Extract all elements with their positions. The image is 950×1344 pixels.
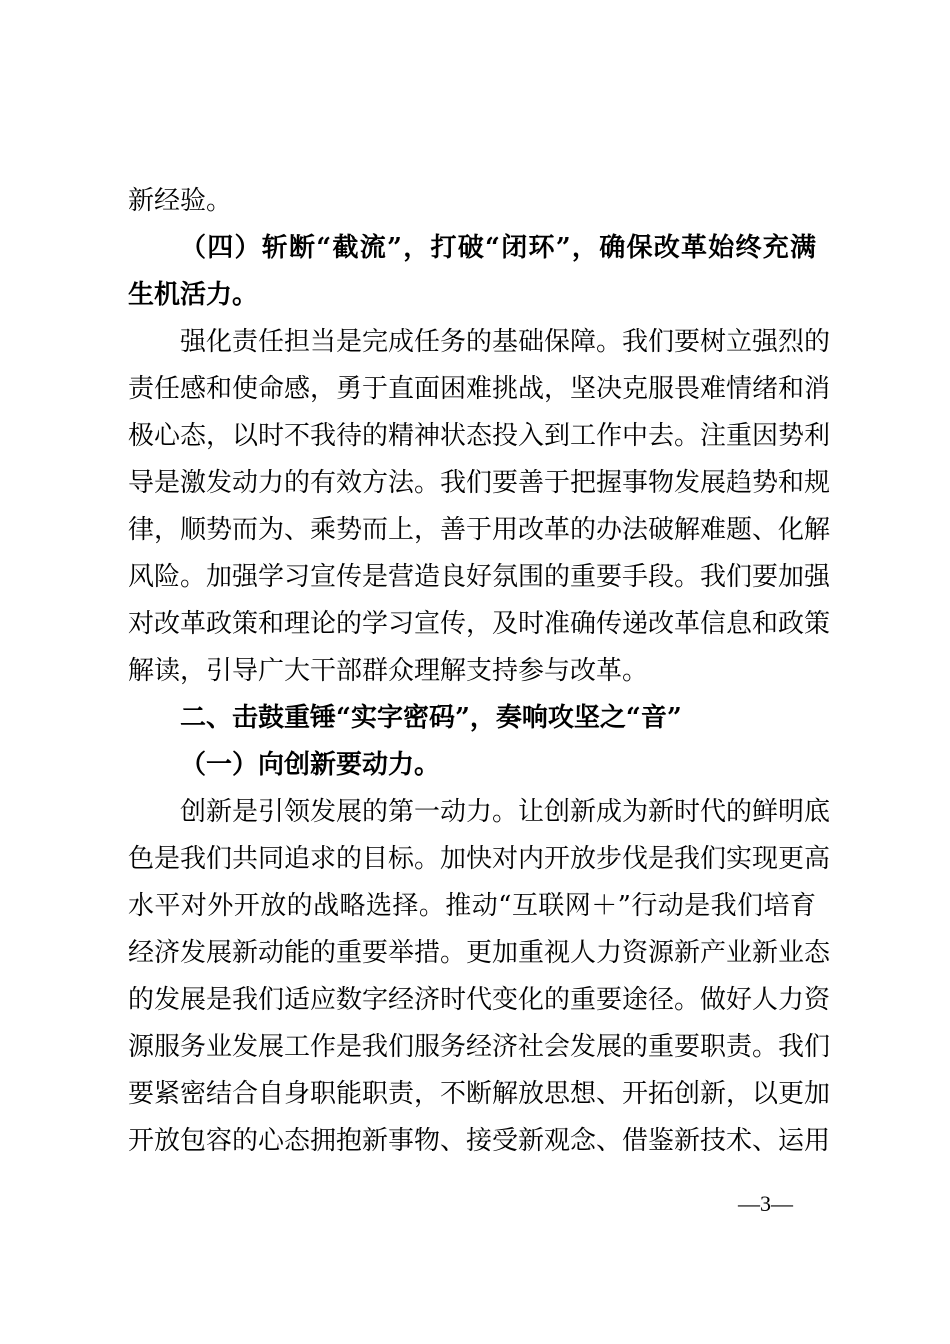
text-line: 经济发展新动能的重要举措。更加重视人力资源新产业新业态	[128, 938, 831, 968]
text-line: 导是激发动力的有效方法。我们要善于把握事物发展趋势和规	[128, 468, 831, 498]
text-line: 新经验。	[128, 186, 233, 216]
text-line: 解读，引导广大干部群众理解支持参与改革。	[128, 656, 649, 686]
text-line: 极心态，以时不我待的精神状态投入到工作中去。注重因势利	[128, 421, 831, 451]
subheading-line: 生机活力。	[128, 280, 259, 310]
text-line: 水平对外开放的战略选择。推动“互联网＋”行动是我们培育	[128, 891, 816, 921]
subheading-line: （四）斩断“截流”，打破“闭环”，确保改革始终充满	[180, 233, 816, 263]
page-number: —3—	[738, 1191, 793, 1216]
text-line: 色是我们共同追求的目标。加快对内开放步伐是我们实现更高	[128, 844, 831, 874]
text-line: 的发展是我们适应数字经济时代变化的重要途径。做好人力资	[128, 985, 831, 1015]
text-line: 律，顺势而为、乘势而上，善于用改革的办法破解难题、化解	[128, 515, 831, 545]
subheading-line: （一）向创新要动力。	[180, 750, 441, 780]
text-line: 风险。加强学习宣传是营造良好氛围的重要手段。我们要加强	[128, 562, 831, 592]
text-line: 责任感和使命感，勇于直面困难挑战，坚决克服畏难情绪和消	[128, 374, 831, 404]
text-line: 源服务业发展工作是我们服务经济社会发展的重要职责。我们	[128, 1032, 831, 1062]
text-line: 对改革政策和理论的学习宣传，及时准确传递改革信息和政策	[128, 609, 831, 639]
text-line: 强化责任担当是完成任务的基础保障。我们要树立强烈的	[180, 327, 831, 357]
text-line: 要紧密结合自身职能职责，不断解放思想、开拓创新，以更加	[128, 1079, 831, 1109]
section-heading: 二、击鼓重锤“实字密码”，奏响攻坚之“音”	[180, 703, 682, 733]
text-line: 创新是引领发展的第一动力。让创新成为新时代的鲜明底	[180, 797, 831, 827]
text-line: 开放包容的心态拥抱新事物、接受新观念、借鉴新技术、运用	[128, 1126, 831, 1156]
